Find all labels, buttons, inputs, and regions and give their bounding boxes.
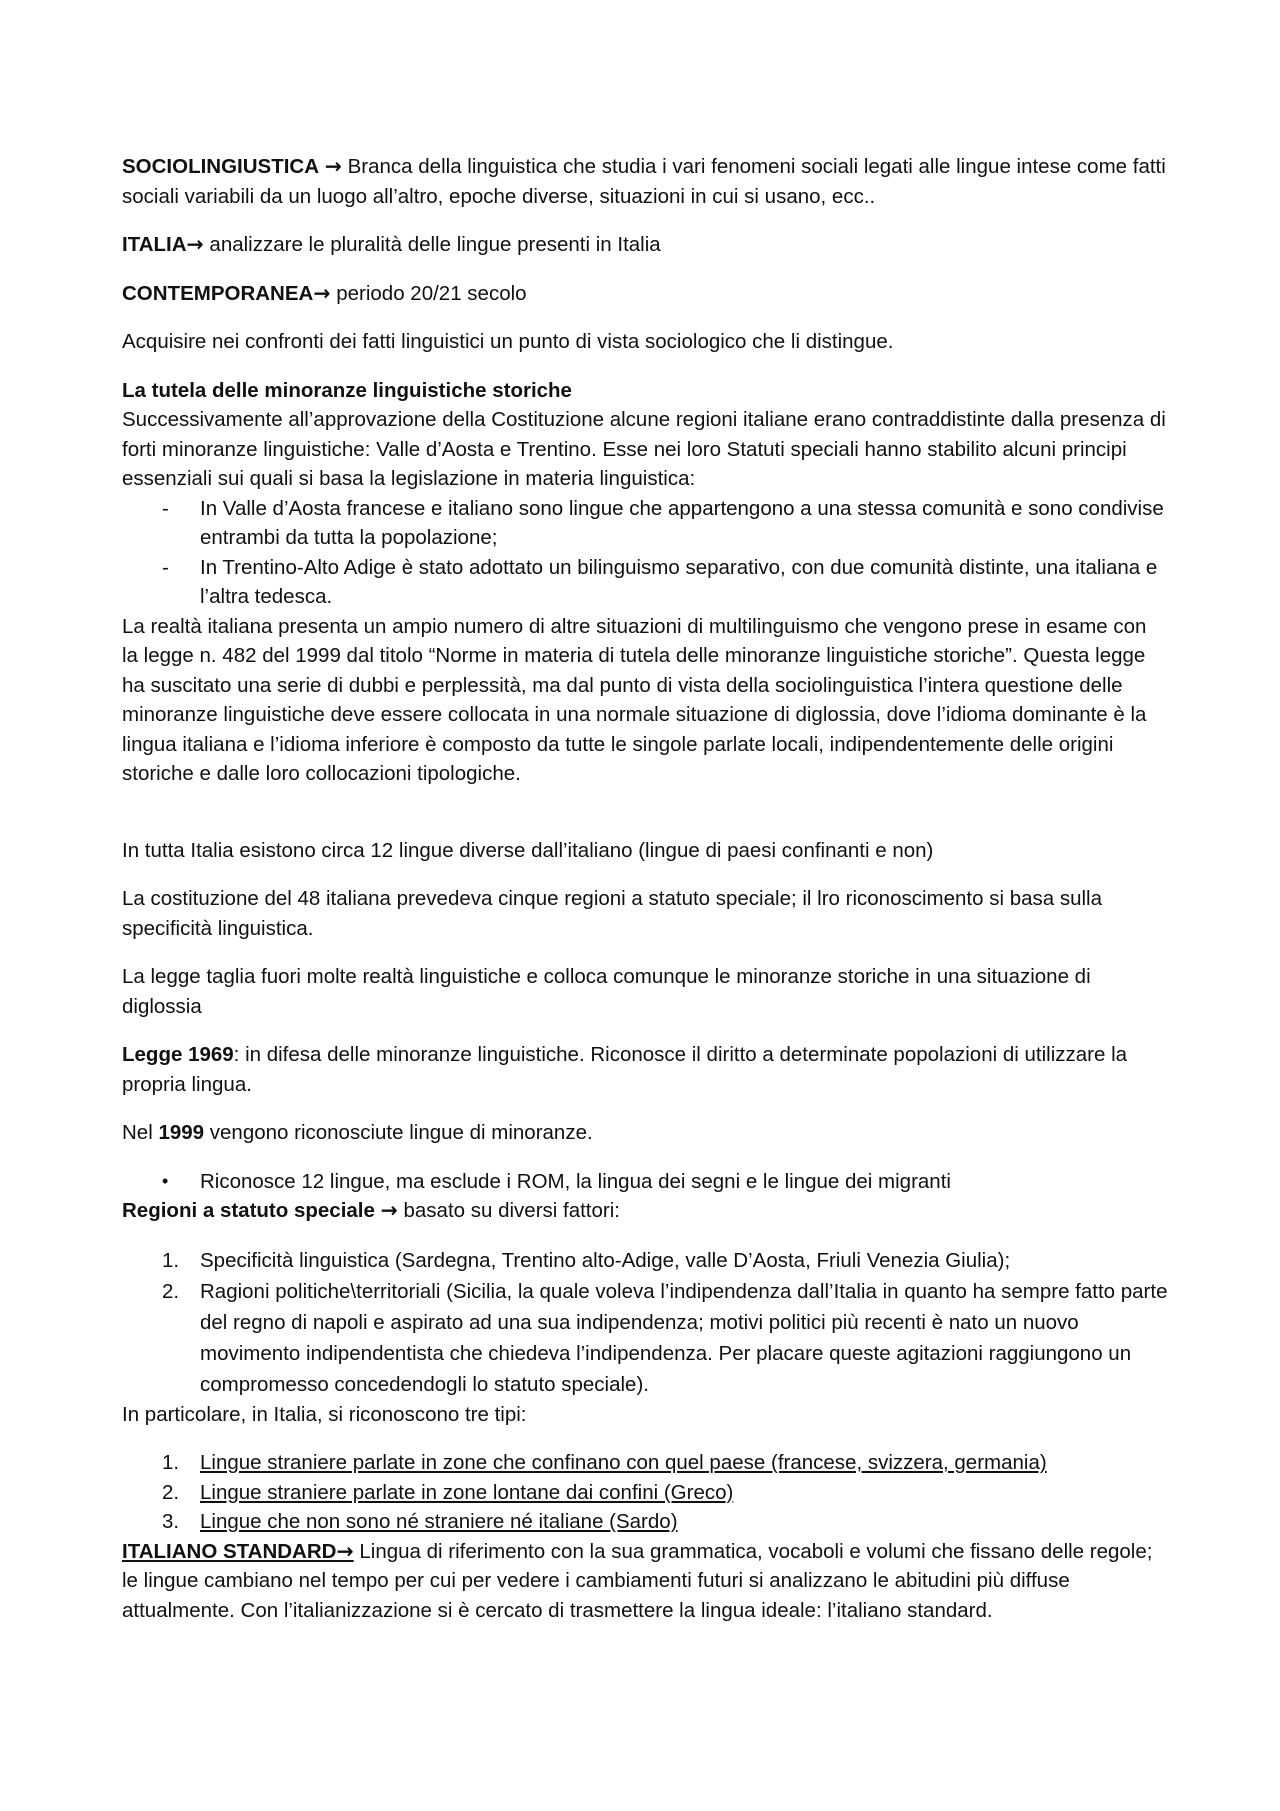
tutela-section — [122, 376, 1168, 789]
list-item: 2. Ragioni politiche\territoriali (Sicilia, la quale voleva l’indipendenza dall’Italia in quanto ha sempre fatto parte del regno di napoli e aspirato ad una sua indipendenza; motivi politici più recenti è nato un nuovo movimento indipendentista che chiedeva l’indipendenza. Per placare queste agitazioni raggiungono un compromesso concedendogli lo statuto speciale). — [162, 1279, 1168, 1396]
regioni-heading: Regioni a statuto speciale → basato su diversi fattori: — [122, 1198, 620, 1222]
italiano-standard-definition: ITALIANO STANDARD→ Lingua di riferimento con la sua grammatica, vocaboli e volumi che fissano delle regole; le lingue cambiano nel tempo per cui per vedere i cambiamenti futuri si analizzano le abitudini più diffuse attualmente. Con l’italianizzazione si è cercato di trasmettere la lingua ideale: l’italiano standard. — [122, 1538, 1153, 1622]
dash-marker: - — [162, 555, 169, 579]
nel-1999-paragraph: Nel 1999 vengono riconosciute lingue di minoranze. — [122, 1121, 593, 1144]
italia-term: ITALIA — [122, 233, 187, 256]
italia-text: analizzare le pluralità delle lingue presenti in Italia — [203, 233, 661, 256]
list-item: - In Trentino-Alto Adige è stato adottato un bilinguismo separativo, con due comunità distinte, una italiana e l’altra tedesca. — [122, 553, 1168, 612]
tutela-heading: La tutela delle minoranze linguistiche storiche — [122, 378, 572, 402]
italia-definition — [122, 230, 1168, 260]
legge-diglossia-paragraph: La legge taglia fuori molte realtà linguistiche e colloca comunque le minoranze storiche in una situazione di diglossia — [122, 965, 1091, 1018]
acquisire-paragraph: Acquisire nei confronti dei fatti linguistici un punto di vista sociologico che li distingue. — [122, 330, 894, 353]
list-item: 1. Specificità linguistica (Sardegna, Trentino alto-Adige, valle D’Aosta, Friuli Venezia Giulia); — [162, 1248, 1011, 1272]
document-page — [122, 152, 1168, 1625]
legge-1969-term: Legge 1969 — [122, 1043, 234, 1066]
italiano-standard-term: ITALIANO STANDARD→ — [122, 1538, 354, 1563]
tipi-list — [122, 1448, 1168, 1537]
year-1999: 1999 — [158, 1121, 205, 1144]
costituzione-paragraph: La costituzione del 48 italiana prevedeva cinque regioni a statuto speciale; il lro riconoscimento si basa sulla specificità linguistica. — [122, 887, 1103, 940]
sociolinguistica-text: Branca della linguistica che studia i vari fenomeni sociali legati alle lingue intese come fatti sociali variabili da un luogo all’altro, epoche diverse, situazioni in cui si usano, ecc.. — [122, 155, 1166, 208]
arrow-right-icon: → — [313, 280, 331, 305]
arrow-right-icon: → — [380, 1198, 398, 1222]
arrow-right-icon: → — [324, 154, 342, 178]
tutela-paragraph-2: La realtà italiana presenta un ampio numero di altre situazioni di multilinguismo che vengono prese in esame con la legge n. 482 del 1999 dal titolo “Norme in materia di tutela delle minoranze linguistiche storiche”. Questa legge ha suscitato una serie di dubbi e perplessità, ma dal punto di vista della sociolinguistica l’intera questione delle minoranze linguistiche deve essere collocata in una normale situazione di diglossia, dove l’idioma dominante è la lingua italiana e l’idioma inferiore è composto da tutte le singole parlate locali, indipendentemente delle origini storiche e dalle loro collocazioni tipologiche. — [122, 614, 1147, 785]
sociolinguistica-definition — [122, 152, 1168, 211]
arrow-right-icon: → — [336, 1538, 354, 1563]
lingue-count-paragraph: In tutta Italia esistono circa 12 lingue diverse dall’italiano (lingue di paesi confinanti e non) — [122, 838, 934, 862]
list-item: 1. Lingue straniere parlate in zone che confinano con quel paese (francese, svizzera, germania) — [162, 1451, 1047, 1474]
list-item: 2. Lingue straniere parlate in zone lontane dai confini (Greco) — [162, 1480, 734, 1504]
regioni-list — [122, 1245, 1168, 1400]
contemporanea-term: CONTEMPORANEA — [122, 281, 314, 305]
list-item: 3. Lingue che non sono né straniere né italiane (Sardo) — [162, 1510, 678, 1533]
bullet-icon: • — [162, 1170, 169, 1191]
sociolinguistica-term: SOCIOLINGIUSTICA — [122, 155, 320, 178]
list-item: • Riconosce 12 lingue, ma esclude i ROM, la lingua dei segni e le lingue dei migranti — [122, 1167, 1168, 1197]
regioni-term: Regioni a statuto speciale — [122, 1199, 375, 1222]
legge-1969-paragraph: Legge 1969: in difesa delle minoranze linguistiche. Riconosce il diritto a determinate popolazioni di utilizzare la propria lingua. — [122, 1043, 1128, 1096]
arrow-right-icon: → — [186, 232, 204, 256]
bullet-list — [122, 1167, 1168, 1197]
contemporanea-definition — [122, 279, 1168, 309]
dash-marker: - — [162, 496, 169, 520]
list-item: - In Valle d’Aosta francese e italiano sono lingue che appartengono a una stessa comunità e sono condivise entrambi da tutta la popolazione; — [122, 494, 1168, 553]
contemporanea-text: periodo 20/21 secolo — [330, 281, 527, 305]
tutela-dash-list — [122, 494, 1168, 612]
tipi-intro: In particolare, in Italia, si riconoscono tre tipi: — [122, 1402, 527, 1426]
tutela-paragraph-1: Successivamente all’approvazione della Costituzione alcune regioni italiane erano contraddistinte dalla presenza di forti minoranze linguistiche: Valle d’Aosta e Trentino. Esse nei loro Statuti speciali hanno stabilito alcuni principi essenziali sui quali si basa la legislazione in materia linguistica: — [122, 408, 1166, 490]
